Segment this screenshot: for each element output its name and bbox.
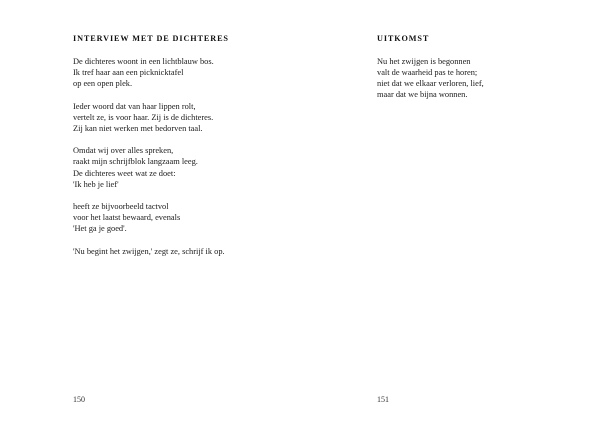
poem-line: Ieder woord dat van haar lippen rolt, bbox=[73, 101, 196, 111]
stanza bbox=[73, 56, 225, 89]
page-number: 151 bbox=[377, 395, 389, 404]
poem-line: vertelt ze, is voor haar. Zij is de dichteres. bbox=[73, 112, 214, 122]
poem-line: heeft ze bijvoorbeeld tactvol bbox=[73, 202, 169, 212]
poem-line: De dichteres woont in een lichtblauw bos. bbox=[73, 57, 214, 66]
poem-title: INTERVIEW MET DE DICHTERES bbox=[73, 34, 229, 43]
poem-line: 'Nu begint het zwijgen,' zegt ze, schrijf ik op. bbox=[73, 246, 225, 256]
poem-body bbox=[377, 56, 484, 112]
poem-line: valt de waarheid pas te horen; bbox=[377, 68, 478, 78]
poem-line: Nu het zwijgen is begonnen bbox=[377, 57, 471, 66]
poem-line: 'Ik heb je lief' bbox=[73, 179, 119, 189]
poem-line: De dichteres weet wat ze doet: bbox=[73, 168, 176, 178]
stanza bbox=[73, 101, 225, 134]
poem-line: 'Het ga je goed'. bbox=[73, 224, 127, 234]
poem-line: raakt mijn schrijfblok langzaam leeg. bbox=[73, 157, 198, 167]
poem-line: Omdat wij over alles spreken, bbox=[73, 146, 174, 156]
poem-body bbox=[73, 56, 225, 268]
stanza bbox=[73, 145, 225, 189]
poem-line: maar dat we bijna wonnen. bbox=[377, 90, 468, 100]
poem-line: Zij kan niet werken met bedorven taal. bbox=[73, 123, 203, 133]
poem-line: op een open plek. bbox=[73, 79, 133, 89]
stanza bbox=[73, 246, 225, 257]
poem-line: Ik tref haar aan een picknicktafel bbox=[73, 68, 184, 78]
poem-title: UITKOMST bbox=[377, 34, 430, 43]
stanza bbox=[377, 56, 484, 100]
stanza bbox=[73, 201, 225, 234]
poem-line: niet dat we elkaar verloren, lief, bbox=[377, 79, 484, 89]
page-number: 150 bbox=[73, 395, 85, 404]
poem-line: voor het laatst bewaard, evenals bbox=[73, 213, 181, 223]
right-page bbox=[300, 0, 600, 432]
